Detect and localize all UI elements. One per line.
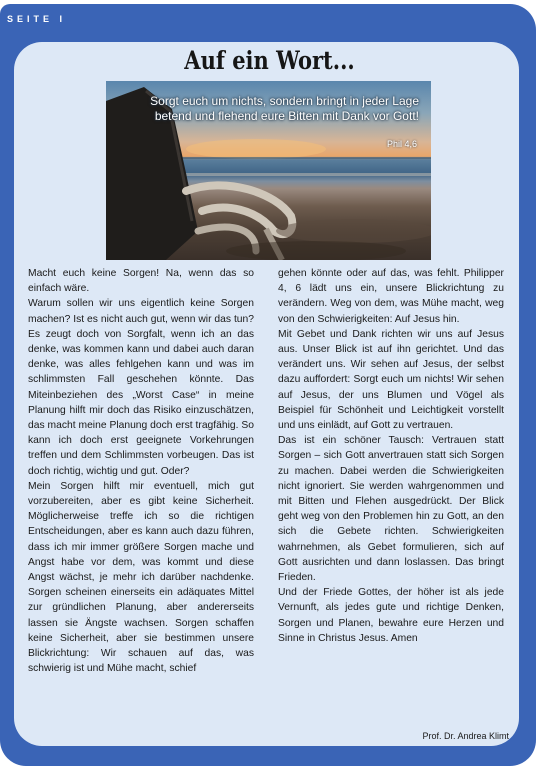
text-column-right (278, 266, 504, 646)
text-column-left (28, 266, 254, 676)
page-header-label: SEITE I (7, 14, 67, 24)
paragraph: Mit Gebet und Dank richten wir uns auf Jesus aus. Unser Blick ist auf ihn gerichtet. Und das verändert uns. Wir sehen auf Jesus, der selbst dazu auffordert: Sorgt euch um nichts! Wir sehen auf Jesus, der uns Blumen und Vögel als Beispiel für Schönheit und Leichtigkeit vorstellt und uns einlädt, auf Gott zu vertrauen. (278, 328, 504, 432)
bible-quote: Sorgt euch um nichts, sondern bringt in jeder Lage betend und flehend eure Bitten mit Dank vor Gott! (150, 94, 419, 123)
author-signature: Prof. Dr. Andrea Klimt (422, 731, 509, 741)
paragraph: Warum sollen wir uns eigentlich keine Sorgen machen? Ist es nicht auch gut, wenn wir das tun? Es zeugt doch von Sorgfalt, wenn ich an das denke, was kommen kann und dabei auch daran denke, was alles fehlgehen kann und was im schlimmsten Fall geschehen könnte. Das Miteinbeziehen des „Worst Case“ in meine Planung hilft mir doch das Risiko einzuschätzen, das macht meine Planung doch erst tragfähig. So kann ich doch erst geeignete Vorkehrungen treffen und dem Schlimmsten vorbeugen. Das ist doch richtig, wichtig und gut. Oder? (28, 298, 254, 477)
article-title: Auf ein Wort... (184, 46, 355, 75)
paragraph: Und der Friede Gottes, der höher ist als jede Vernunft, als jedes gute und richtige Denken, Sorgen und Planen, bewahre eure Herzen und Sinne in Christus Jesus. Amen (278, 587, 504, 644)
paragraph: gehen könnte oder auf das, was fehlt. Philipper 4, 6 lädt uns ein, unsere Blickrichtung zu verändern. Weg von dem, was Mühe macht, weg von den Schwierigkeiten: Auf Jesus hin. (278, 268, 504, 325)
bible-reference: Phil 4,6 (386, 139, 417, 149)
paragraph: Das ist ein schöner Tausch: Vertrauen statt Sorgen – sich Gott anvertrauen statt sich Sorgen zu machen. Dabei werden die Schwierigkeiten nicht ignoriert. Sie werden wahrgenommen und mit Bitten und Flehen ausgedrückt. Der Blick geht weg von den Problemen hin zu Gott, an den sich die Gebete richten. Schwierigkeiten wahrnehmen, als Gebet formulieren, sich auf Gott ausrichten und dann loslassen. Das bringt Frieden. (278, 435, 504, 584)
header-image (106, 81, 431, 260)
paragraph: Mein Sorgen hilft mir eventuell, mich gut vorzubereiten, aber es gibt keine Sicherheit. Möglicherweise treffe ich so die richtigen Entscheidungen, aber es kann auch dazu führen, dass ich mir immer größere Sorgen mache und Angst habe vor dem, was kommt und diese Angst wächst, je mehr ich darüber nachdenke. Sorgen scheinen einerseits ein adäquates Mittel zur gründlichen Planung, aber andererseits lassen sie Ängste wachsen. Sorgen schaffen keine Sicherheit, aber sie bestimmen unsere Blickrichtung: Wir schauen auf das, was schwierig ist und Mühe macht, schief (28, 480, 254, 675)
paragraph: Macht euch keine Sorgen! Na, wenn das so einfach wäre. (28, 268, 254, 295)
